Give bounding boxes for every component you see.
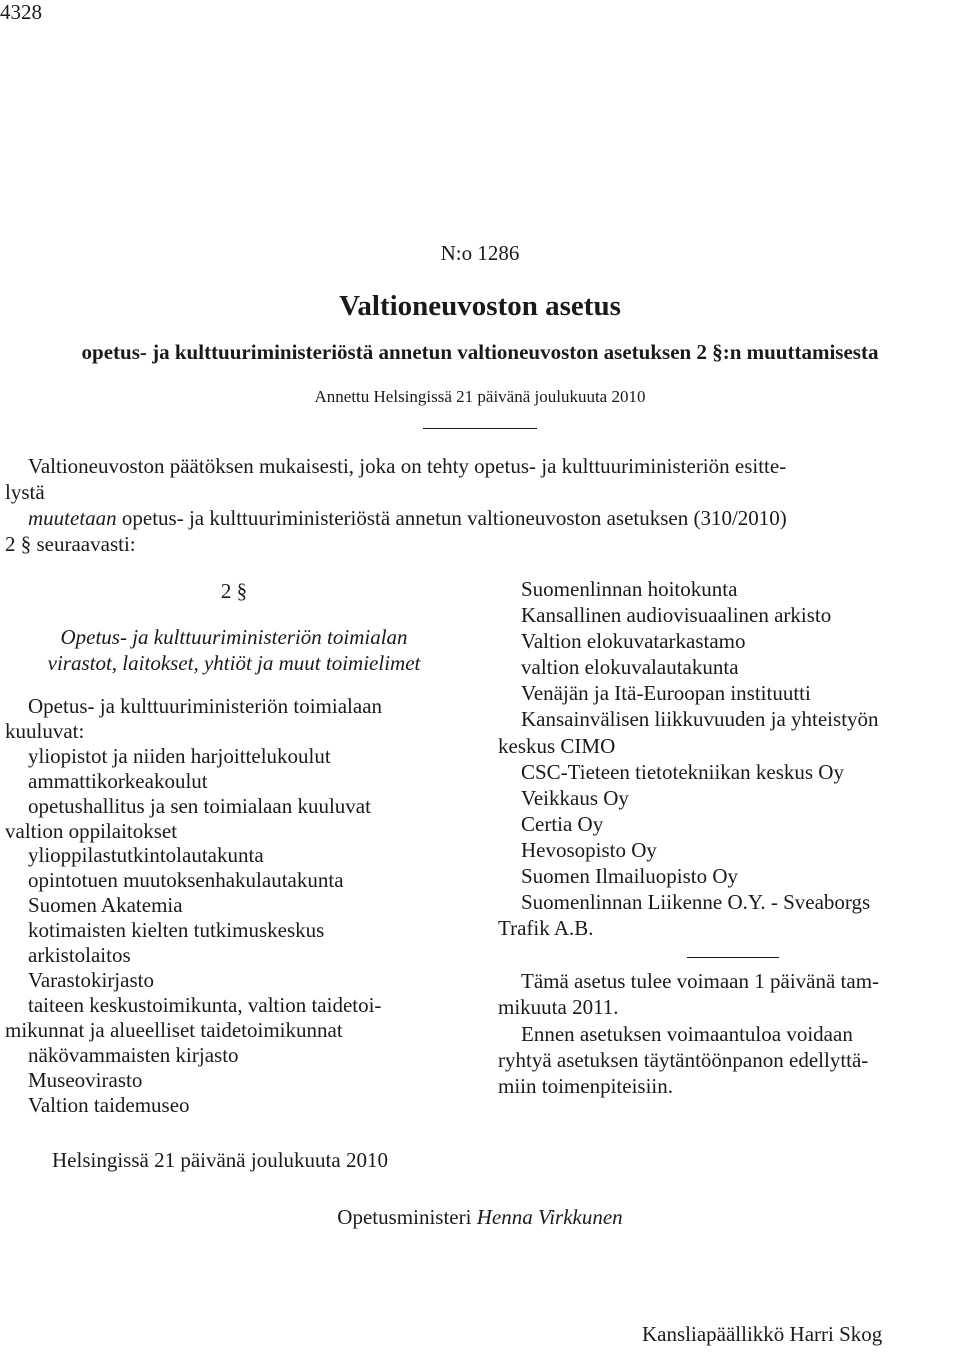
entry-line-2: mikuuta 2011.: [498, 995, 619, 1019]
left-list-item: opintotuen muutoksenhakulautakunta: [28, 868, 344, 893]
measures-line-3: miin toimenpiteisiin.: [498, 1074, 673, 1098]
minister-role: Opetusministeri: [337, 1205, 477, 1229]
right-list-item: CSC-Tieteen tietotekniikan keskus Oy: [521, 759, 844, 784]
entry-line-1: Tämä asetus tulee voimaan 1 päivänä tam-: [521, 969, 880, 993]
right-list-item: Certia Oy: [521, 811, 604, 836]
institution-list-left: [5, 694, 463, 1117]
right-list-item: Trafik A.B.: [498, 916, 594, 941]
implementation-measures: [498, 1021, 958, 1099]
section-title-line-1: Opetus- ja kulttuuriministeriön toimialan: [60, 625, 408, 649]
left-list-item: valtion oppilaitokset: [5, 818, 178, 843]
left-list-item: taiteen keskustoimikunta, valtion taidetoi-: [28, 992, 382, 1017]
minister-name: Henna Virkkunen: [476, 1205, 623, 1229]
left-list-item: yliopistot ja niiden harjoittelukoulut: [28, 743, 331, 768]
measures-line-1: Ennen asetuksen voimaantuloa voidaan: [521, 1022, 853, 1046]
left-list-item: Valtion taidemuseo: [28, 1092, 190, 1117]
amendment-verb: muutetaan: [28, 506, 117, 530]
preamble-line-2: lystä: [5, 480, 45, 504]
entry-into-force: [498, 969, 958, 1020]
right-list-item: keskus CIMO: [498, 733, 616, 758]
statute-number: N:o 1286: [440, 241, 520, 265]
amendment-text: opetus- ja kulttuuriministeriöstä annetun valtioneuvoston asetuksen (310/2010): [116, 506, 787, 530]
right-list-item: Venäjän ja Itä-Euroopan instituutti: [521, 681, 811, 706]
institution-list-right: [498, 576, 958, 941]
amendment-line-2: 2 § seuraavasti:: [5, 532, 136, 556]
right-list-item: Veikkaus Oy: [521, 785, 629, 810]
right-list-item: Hevosopisto Oy: [521, 837, 657, 862]
entry-divider: [687, 957, 779, 958]
right-list-item: Kansallinen audiovisuaalinen arkisto: [521, 603, 832, 628]
page-number: 4328: [0, 0, 42, 24]
right-list-item: Valtion elokuvatarkastamo: [521, 629, 746, 654]
left-list-item: Museovirasto: [28, 1067, 143, 1092]
document-subtitle: opetus- ja kulttuuriministeriöstä annetun valtioneuvoston asetuksen 2 §:n muuttamisesta: [81, 340, 879, 364]
left-list-item: opetushallitus ja sen toimialaan kuuluvat: [28, 793, 371, 818]
preamble-line-1: Valtioneuvoston päätöksen mukaisesti, joka on tehty opetus- ja kulttuuriministeriön esitte-: [28, 454, 787, 478]
measures-line-2: ryhtyä asetuksen täytäntöönpanon edellyttä-: [498, 1048, 869, 1072]
left-list-item: ylioppilastutkintolautakunta: [28, 843, 264, 868]
right-list-item: Suomenlinnan hoitokunta: [521, 577, 738, 601]
left-list-item: näkövammaisten kirjasto: [28, 1042, 239, 1067]
right-list-item: valtion elokuvalautakunta: [521, 655, 739, 680]
right-list-item: Suomenlinnan Liikenne O.Y. - Sveaborgs: [521, 890, 871, 915]
left-list-item: Opetus- ja kulttuuriministeriön toimialaan: [28, 694, 383, 718]
title-divider: [423, 428, 537, 429]
left-list-item: Varastokirjasto: [28, 967, 154, 992]
minister-signature: [0, 1205, 960, 1230]
amendment-line-1: [28, 506, 787, 531]
left-list-item: ammattikorkeakoulut: [28, 768, 208, 793]
section-title-line-2: virastot, laitokset, yhtiöt ja muut toimielimet: [47, 651, 421, 675]
left-list-item: kotimaisten kielten tutkimuskeskus: [28, 918, 325, 943]
left-list-item: arkistolaitos: [28, 943, 131, 968]
right-list-item: Kansainvälisen liikkuvuuden ja yhteistyön: [521, 707, 879, 732]
section-mark: 2 §: [220, 579, 248, 603]
date-given: Annettu Helsingissä 21 päivänä joulukuuta 2010: [314, 387, 646, 406]
left-list-item: Suomen Akatemia: [28, 893, 183, 918]
document-title: Valtioneuvoston asetus: [339, 290, 621, 322]
left-list-item: kuuluvat:: [5, 718, 85, 743]
right-list-item: Suomen Ilmailuopisto Oy: [521, 864, 738, 889]
signing-place-date: Helsingissä 21 päivänä joulukuuta 2010: [52, 1148, 388, 1172]
chief-signature: Kansliapäällikkö Harri Skog: [642, 1322, 883, 1346]
left-list-item: mikunnat ja alueelliset taidetoimikunnat: [5, 1017, 343, 1042]
